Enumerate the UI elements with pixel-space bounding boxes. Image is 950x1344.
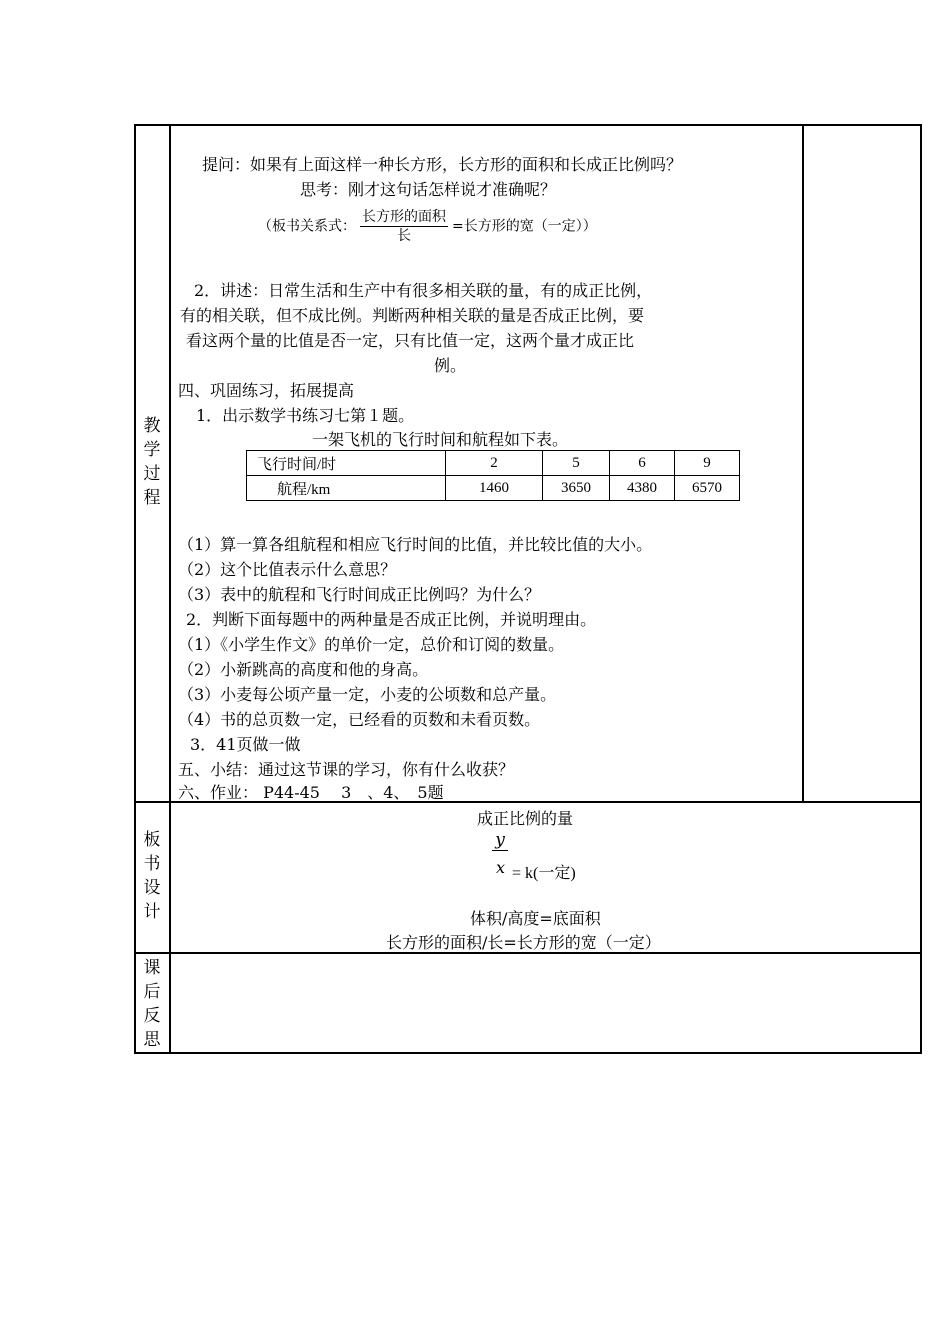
item-line: 2．判断下面每题中的两种量是否成正比例，并说明理由。 — [186, 610, 597, 629]
table-cell: 9 — [675, 451, 740, 476]
table-border-right — [920, 124, 922, 1053]
explain-line: 有的相关联，但不成比例。判断两种相关联的量是否成正比例，要 — [180, 306, 645, 325]
explain-line: 2．讲述：日常生活和生产中有很多相关联的量，有的成正比例， — [194, 281, 653, 300]
board-title: 成正比例的量 — [477, 809, 574, 828]
item-line: 五、小结：通过这节课的学习，你有什么收获？ — [178, 760, 515, 779]
label-char: 设 — [143, 878, 161, 898]
exercise-1: 1．出示数学书练习七第１题。 — [196, 406, 415, 425]
table-cell: 6570 — [675, 476, 740, 501]
reflection-label — [135, 956, 169, 1052]
board-line-2: 长方形的面积/长=长方形的宽（一定） — [386, 933, 661, 952]
formula-denominator: 长 — [397, 228, 411, 244]
label-char: 后 — [143, 982, 161, 1002]
label-char: 思 — [143, 1030, 161, 1050]
explain-line: 例。 — [434, 356, 467, 375]
flight-table — [246, 450, 740, 501]
table-cell: 2 — [446, 451, 543, 476]
label-char: 程 — [143, 488, 161, 508]
board-fraction-y: y — [492, 830, 508, 851]
item-line: （4）书的总页数一定，已经看的页数和未看页数。 — [178, 710, 541, 729]
table-cell: 5 — [543, 451, 610, 476]
table-border-top — [134, 124, 922, 126]
formula-fraction — [360, 208, 448, 245]
item-line: （2）小新跳高的高度和他的身高。 — [178, 660, 429, 679]
board-line-1: 体积/高度=底面积 — [470, 909, 601, 928]
item-line: （1）《小学生作文》的单价一定，总价和订阅的数量。 — [178, 635, 565, 654]
board-fraction — [492, 830, 508, 851]
think-text: 思考：刚才这句话怎样说才准确呢？ — [300, 180, 557, 199]
table-cell: 4380 — [610, 476, 675, 501]
label-char: 课 — [143, 958, 161, 978]
label-char: 板 — [143, 830, 161, 850]
board-fraction-x: x — [496, 858, 506, 877]
table-row — [247, 451, 740, 476]
item-line: 六、作业： P44-45 3 、4、 5题 — [178, 783, 444, 802]
table-cell: 3650 — [543, 476, 610, 501]
item-line: 3．41页做一做 — [190, 735, 301, 754]
section-4-title: 四、巩固练习，拓展提高 — [178, 381, 355, 400]
item-line: （3）小麦每公顷产量一定，小麦的公顷数和总产量。 — [178, 685, 557, 704]
label-char: 教 — [143, 416, 161, 436]
board-formula — [258, 208, 597, 245]
label-char: 反 — [143, 1006, 161, 1026]
table-header-cell: 航程/km — [247, 476, 446, 501]
notes-column-divider — [802, 124, 804, 802]
formula-numerator: 长方形的面积 — [362, 209, 446, 225]
table-cell: 6 — [610, 451, 675, 476]
board-design-label — [135, 828, 169, 924]
teaching-process-label — [135, 414, 169, 510]
formula-suffix: =长方形的宽（一定）） — [452, 218, 597, 235]
table-caption: 一架飞机的飞行时间和航程如下表。 — [312, 430, 569, 449]
table-border-bottom — [134, 1052, 922, 1054]
table-row — [247, 476, 740, 501]
label-column-divider — [169, 124, 171, 1053]
table-cell: 1460 — [446, 476, 543, 501]
label-char: 书 — [143, 854, 161, 874]
item-line: （2）这个比值表示什么意思？ — [178, 560, 397, 579]
table-header-cell: 飞行时间/时 — [247, 451, 446, 476]
item-line: （3）表中的航程和飞行时间成正比例吗？为什么？ — [178, 585, 541, 604]
formula-prefix: （板书关系式： — [258, 218, 356, 235]
item-line: （1）算一算各组航程和相应飞行时间的比值，并比较比值的大小。 — [178, 535, 653, 554]
board-k-text: = k(一定) — [512, 865, 576, 882]
label-char: 过 — [143, 464, 161, 484]
explain-line: 看这两个量的比值是否一定，只有比值一定，这两个量才成正比 — [186, 331, 635, 350]
label-char: 计 — [143, 902, 161, 922]
question-text: 提问：如果有上面这样一种长方形，长方形的面积和长成正比例吗？ — [202, 155, 683, 174]
label-char: 学 — [143, 440, 161, 460]
